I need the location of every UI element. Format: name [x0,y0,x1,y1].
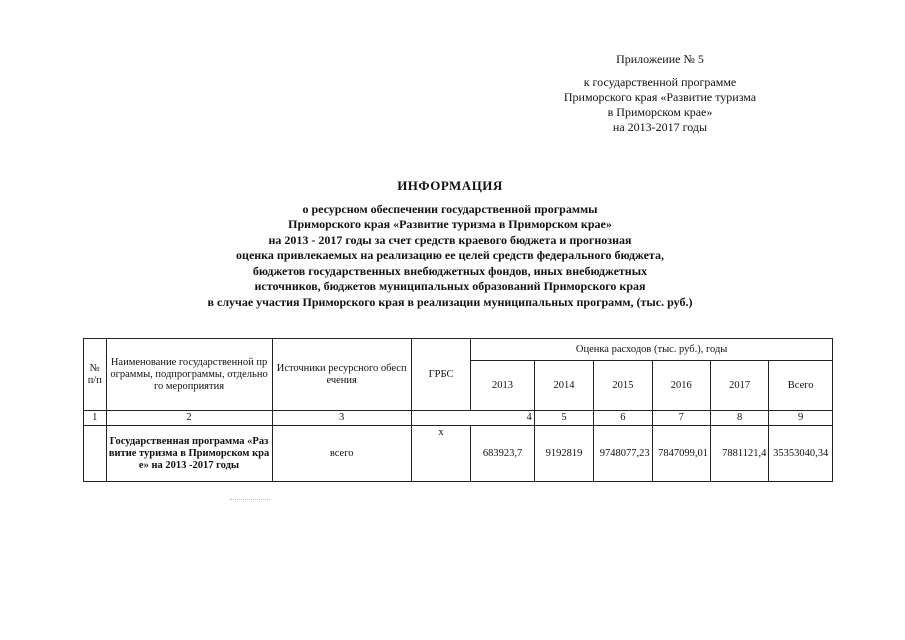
title-line: на 2013 - 2017 годы за счет средств краевого бюджета и прогнозная [268,232,632,247]
header-year: 2015 [594,361,652,411]
title-line: источников, бюджетов муниципальных образований Приморского края [254,279,646,293]
header-estimate: Оценка расходов (тыс. руб.), годы [471,339,833,361]
row-value-2013: 683923,7 [471,426,535,482]
header-year: 2016 [652,361,710,411]
appendix-number: Приложеиие № 5 [616,52,704,66]
col-number: 6 [594,411,652,426]
col-number: 9 [769,411,833,426]
row-num [84,426,107,482]
col-number: 4 [411,411,534,426]
header-year: 2017 [710,361,768,411]
table-row [84,426,833,482]
row-value-2017: 7881121,4 [710,426,768,482]
scan-artifact [230,499,270,501]
col-number: 1 [84,411,107,426]
title-heading: ИНФОРМАЦИЯ [397,178,503,193]
header-grbs: ГРБС [411,339,470,411]
title-line: оценка привлекаемых на реализацию ее целей средств федерального бюджета, [236,248,664,262]
title-line: Приморского края «Развитие туризма в Приморском крае» [288,217,612,231]
header-source: Источники ресурсного обеспечения [272,339,411,411]
header-row-top [84,339,833,361]
appendix-line: на 2013-2017 годы [612,120,708,134]
row-program-name: Государственная программа «Развитие туризма в Приморском крае» на 2013 -2017 годы [106,426,272,482]
header-year: 2014 [534,361,593,411]
resource-table [83,338,833,482]
row-value-2016: 7847099,01 [652,426,710,482]
col-number: 2 [106,411,272,426]
appendix-line: в Приморском крае» [607,105,713,119]
header-num: № п/п [84,339,107,411]
appendix-line: к государственной программе [583,75,737,89]
title-line: о ресурсном обеспечении государственной программы [302,201,598,216]
title-line: в случае участия Приморского края в реализации муниципальных программ, (тыс. руб.) [207,294,693,309]
row-value-total: 35353040,34 [769,426,833,482]
col-number: 8 [710,411,768,426]
column-numbers-row [84,411,833,426]
header-year: 2013 [471,361,535,411]
col-number: 3 [272,411,411,426]
row-value-2015: 9748077,23 [594,426,652,482]
document-title [110,178,790,310]
col-number: 5 [534,411,593,426]
col-number: 7 [652,411,710,426]
header-name: Наименование государственной программы, подпрограммы, отдельного мероприятия [106,339,272,411]
row-grbs: x [411,426,470,482]
appendix-line: Приморского края «Развитие туризма [563,90,757,104]
row-source: всего [272,426,411,482]
appendix-header [560,52,760,135]
title-line: бюджетов государственных внебюджетных фондов, иных внебюджетных [252,263,648,278]
header-total: Всего [769,361,833,411]
row-value-2014: 9192819 [534,426,593,482]
